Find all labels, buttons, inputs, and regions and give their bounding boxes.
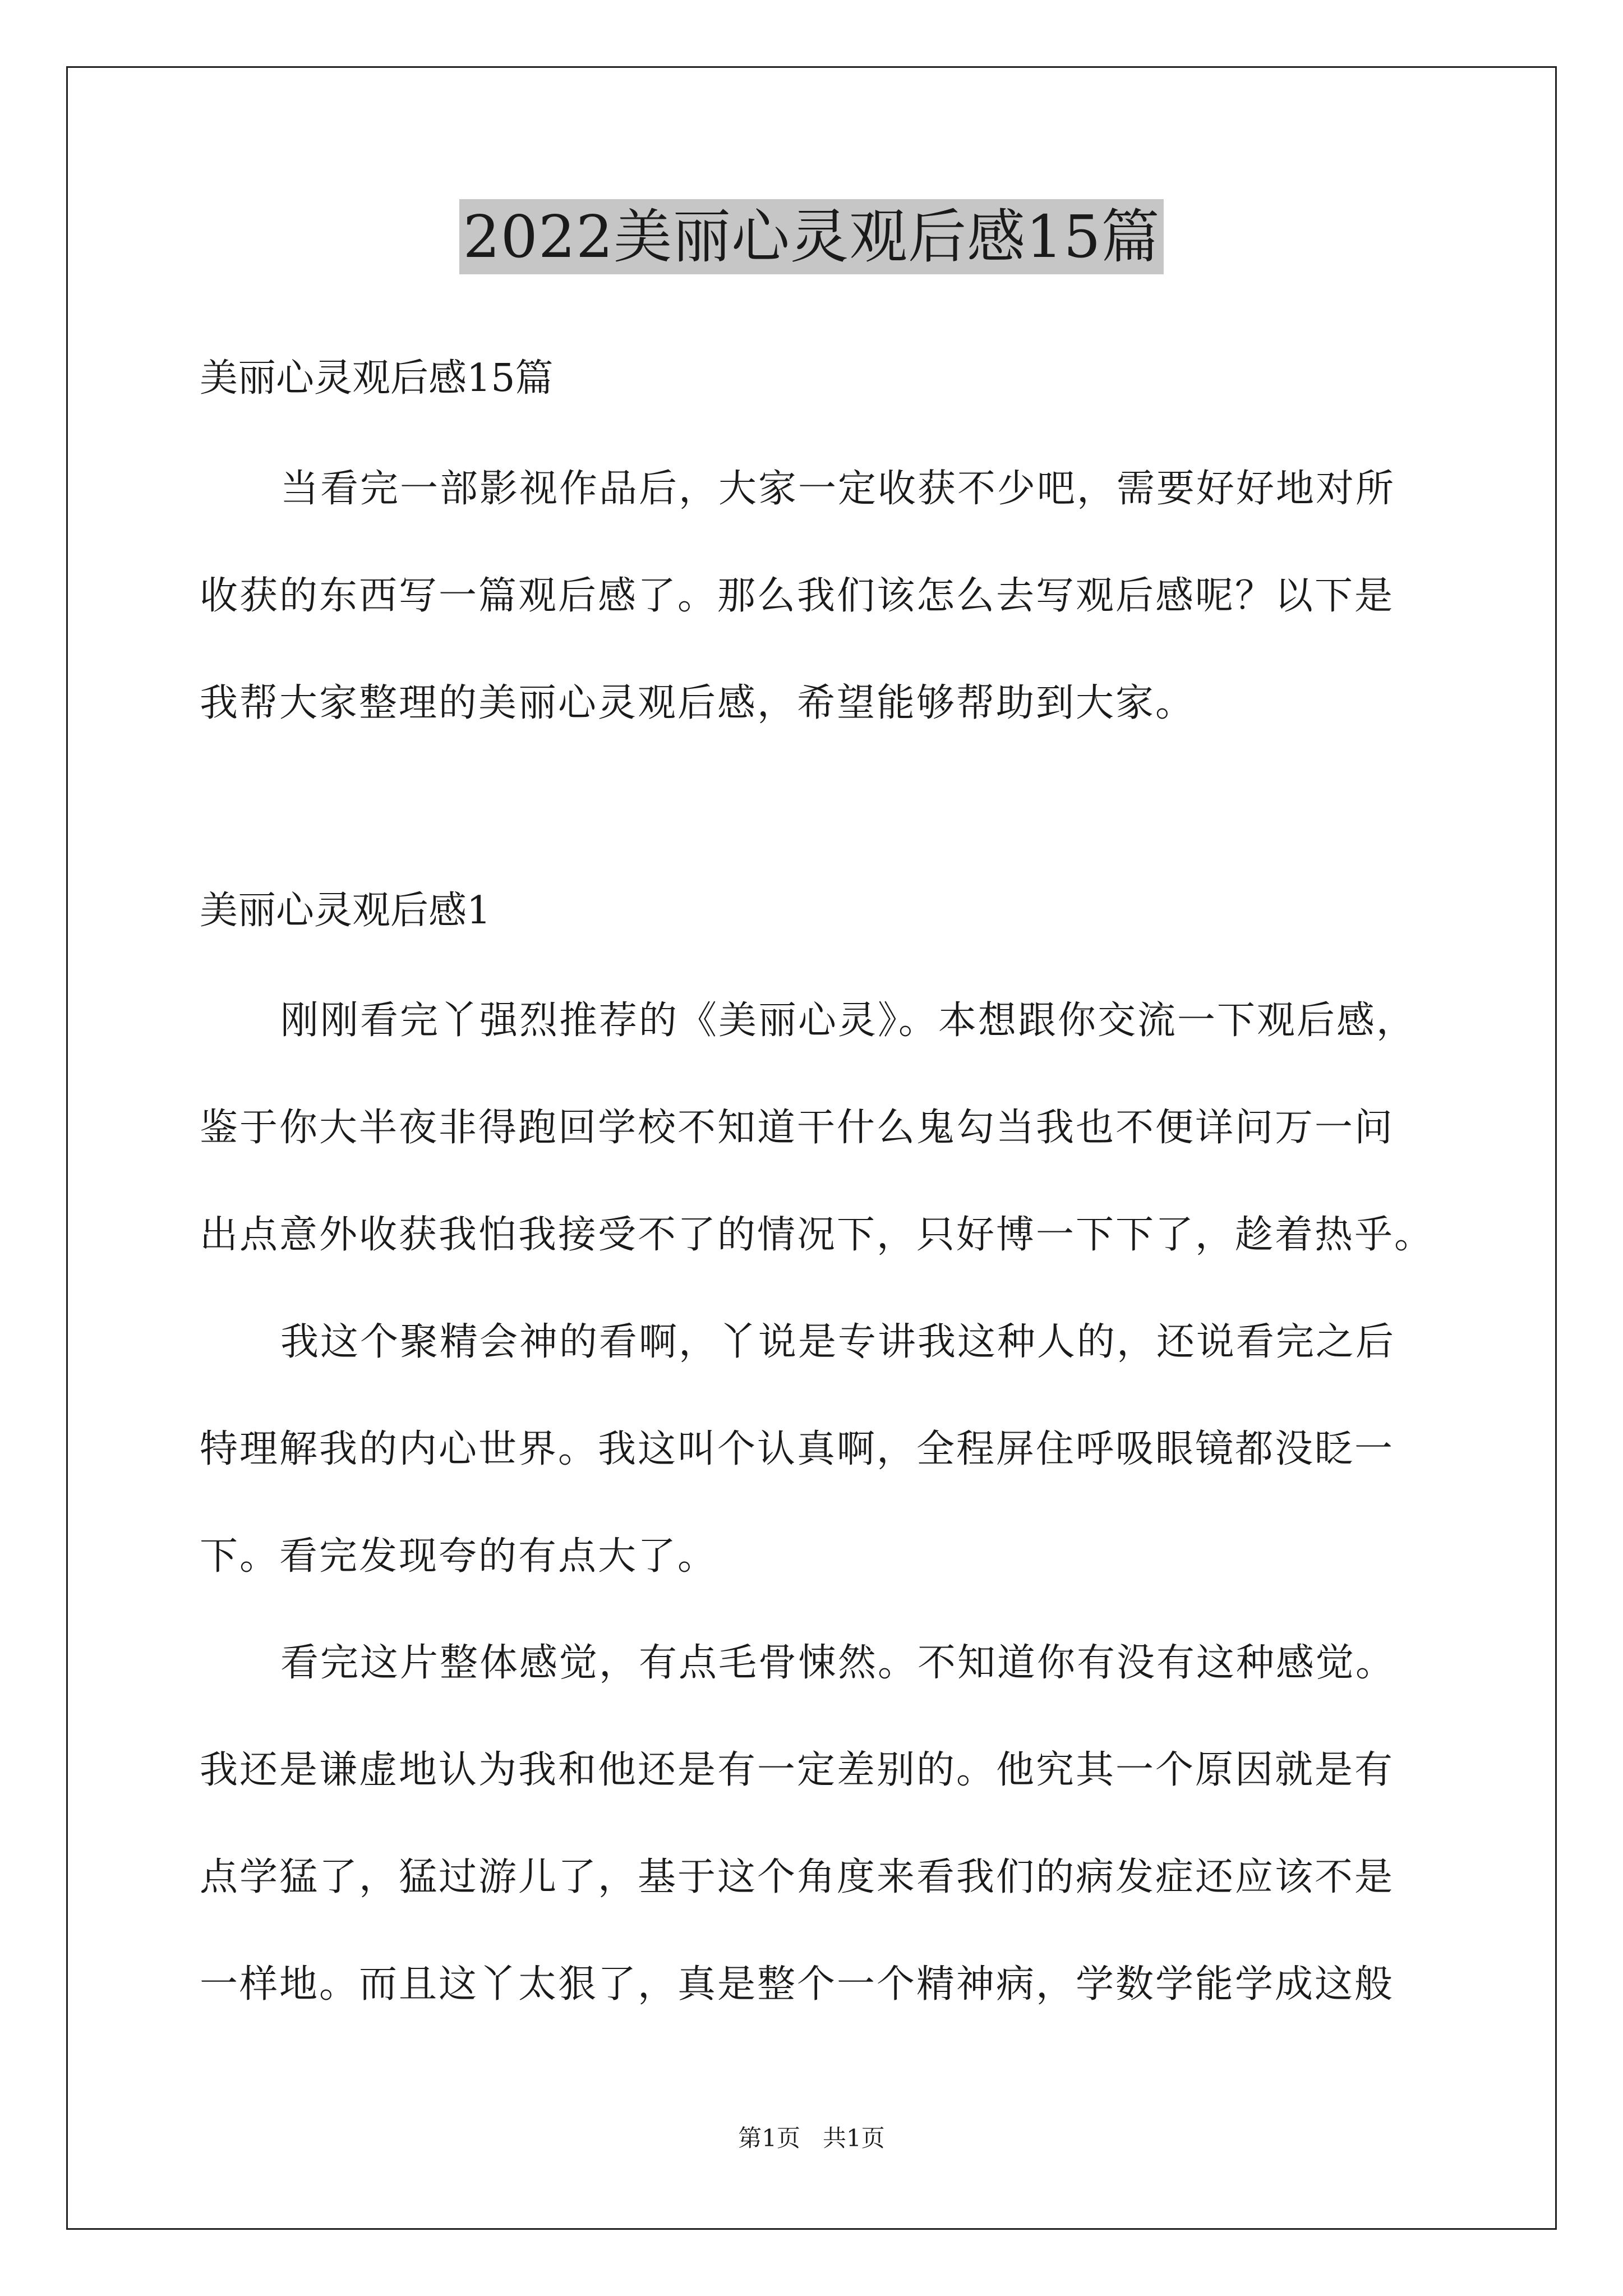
page-footer: 第1页 共1页 bbox=[738, 2124, 885, 2152]
title-container bbox=[0, 199, 1623, 274]
paragraph3-line-3: 点学猛了，猛过游儿了，基于这个角度来看我们的病发症还应该不是 bbox=[200, 1855, 1395, 1899]
paragraph3-line-1: 看完这片整体感觉，有点毛骨悚然。不知道你有没有这种感觉。 bbox=[280, 1641, 1396, 1685]
intro-line-1: 当看完一部影视作品后，大家一定收获不少吧，需要好好地对所 bbox=[280, 467, 1396, 511]
section-heading: 美丽心灵观后感1 bbox=[200, 889, 491, 933]
paragraph3-line-2: 我还是谦虚地认为我和他还是有一定差别的。他究其一个原因就是有 bbox=[200, 1748, 1395, 1792]
document-subtitle: 美丽心灵观后感15篇 bbox=[200, 356, 554, 401]
intro-line-3: 我帮大家整理的美丽心灵观后感，希望能够帮助到大家。 bbox=[200, 681, 1196, 725]
paragraph2-line-1: 我这个聚精会神的看啊，丫说是专讲我这种人的，还说看完之后 bbox=[280, 1320, 1396, 1364]
document-title: 2022美丽心灵观后感15篇 bbox=[459, 199, 1163, 274]
paragraph1-line-1: 刚刚看完丫强烈推荐的《美丽心灵》。本想跟你交流一下观后感， bbox=[280, 999, 1417, 1043]
paragraph2-line-3: 下。看完发现夸的有点大了。 bbox=[200, 1534, 718, 1579]
paragraph2-line-2: 特理解我的内心世界。我这叫个认真啊，全程屏住呼吸眼镜都没眨一 bbox=[200, 1427, 1395, 1471]
intro-line-2: 收获的东西写一篇观后感了。那么我们该怎么去写观后感呢？以下是 bbox=[200, 574, 1395, 618]
paragraph1-line-3: 出点意外收获我怕我接受不了的情况下，只好博一下下了，趁着热乎。 bbox=[200, 1213, 1435, 1257]
paragraph3-line-4: 一样地。而且这丫太狠了，真是整个一个精神病，学数学能学成这般 bbox=[200, 1962, 1395, 2007]
paragraph1-line-2: 鉴于你大半夜非得跑回学校不知道干什么鬼勾当我也不便详问万一问 bbox=[200, 1106, 1395, 1150]
